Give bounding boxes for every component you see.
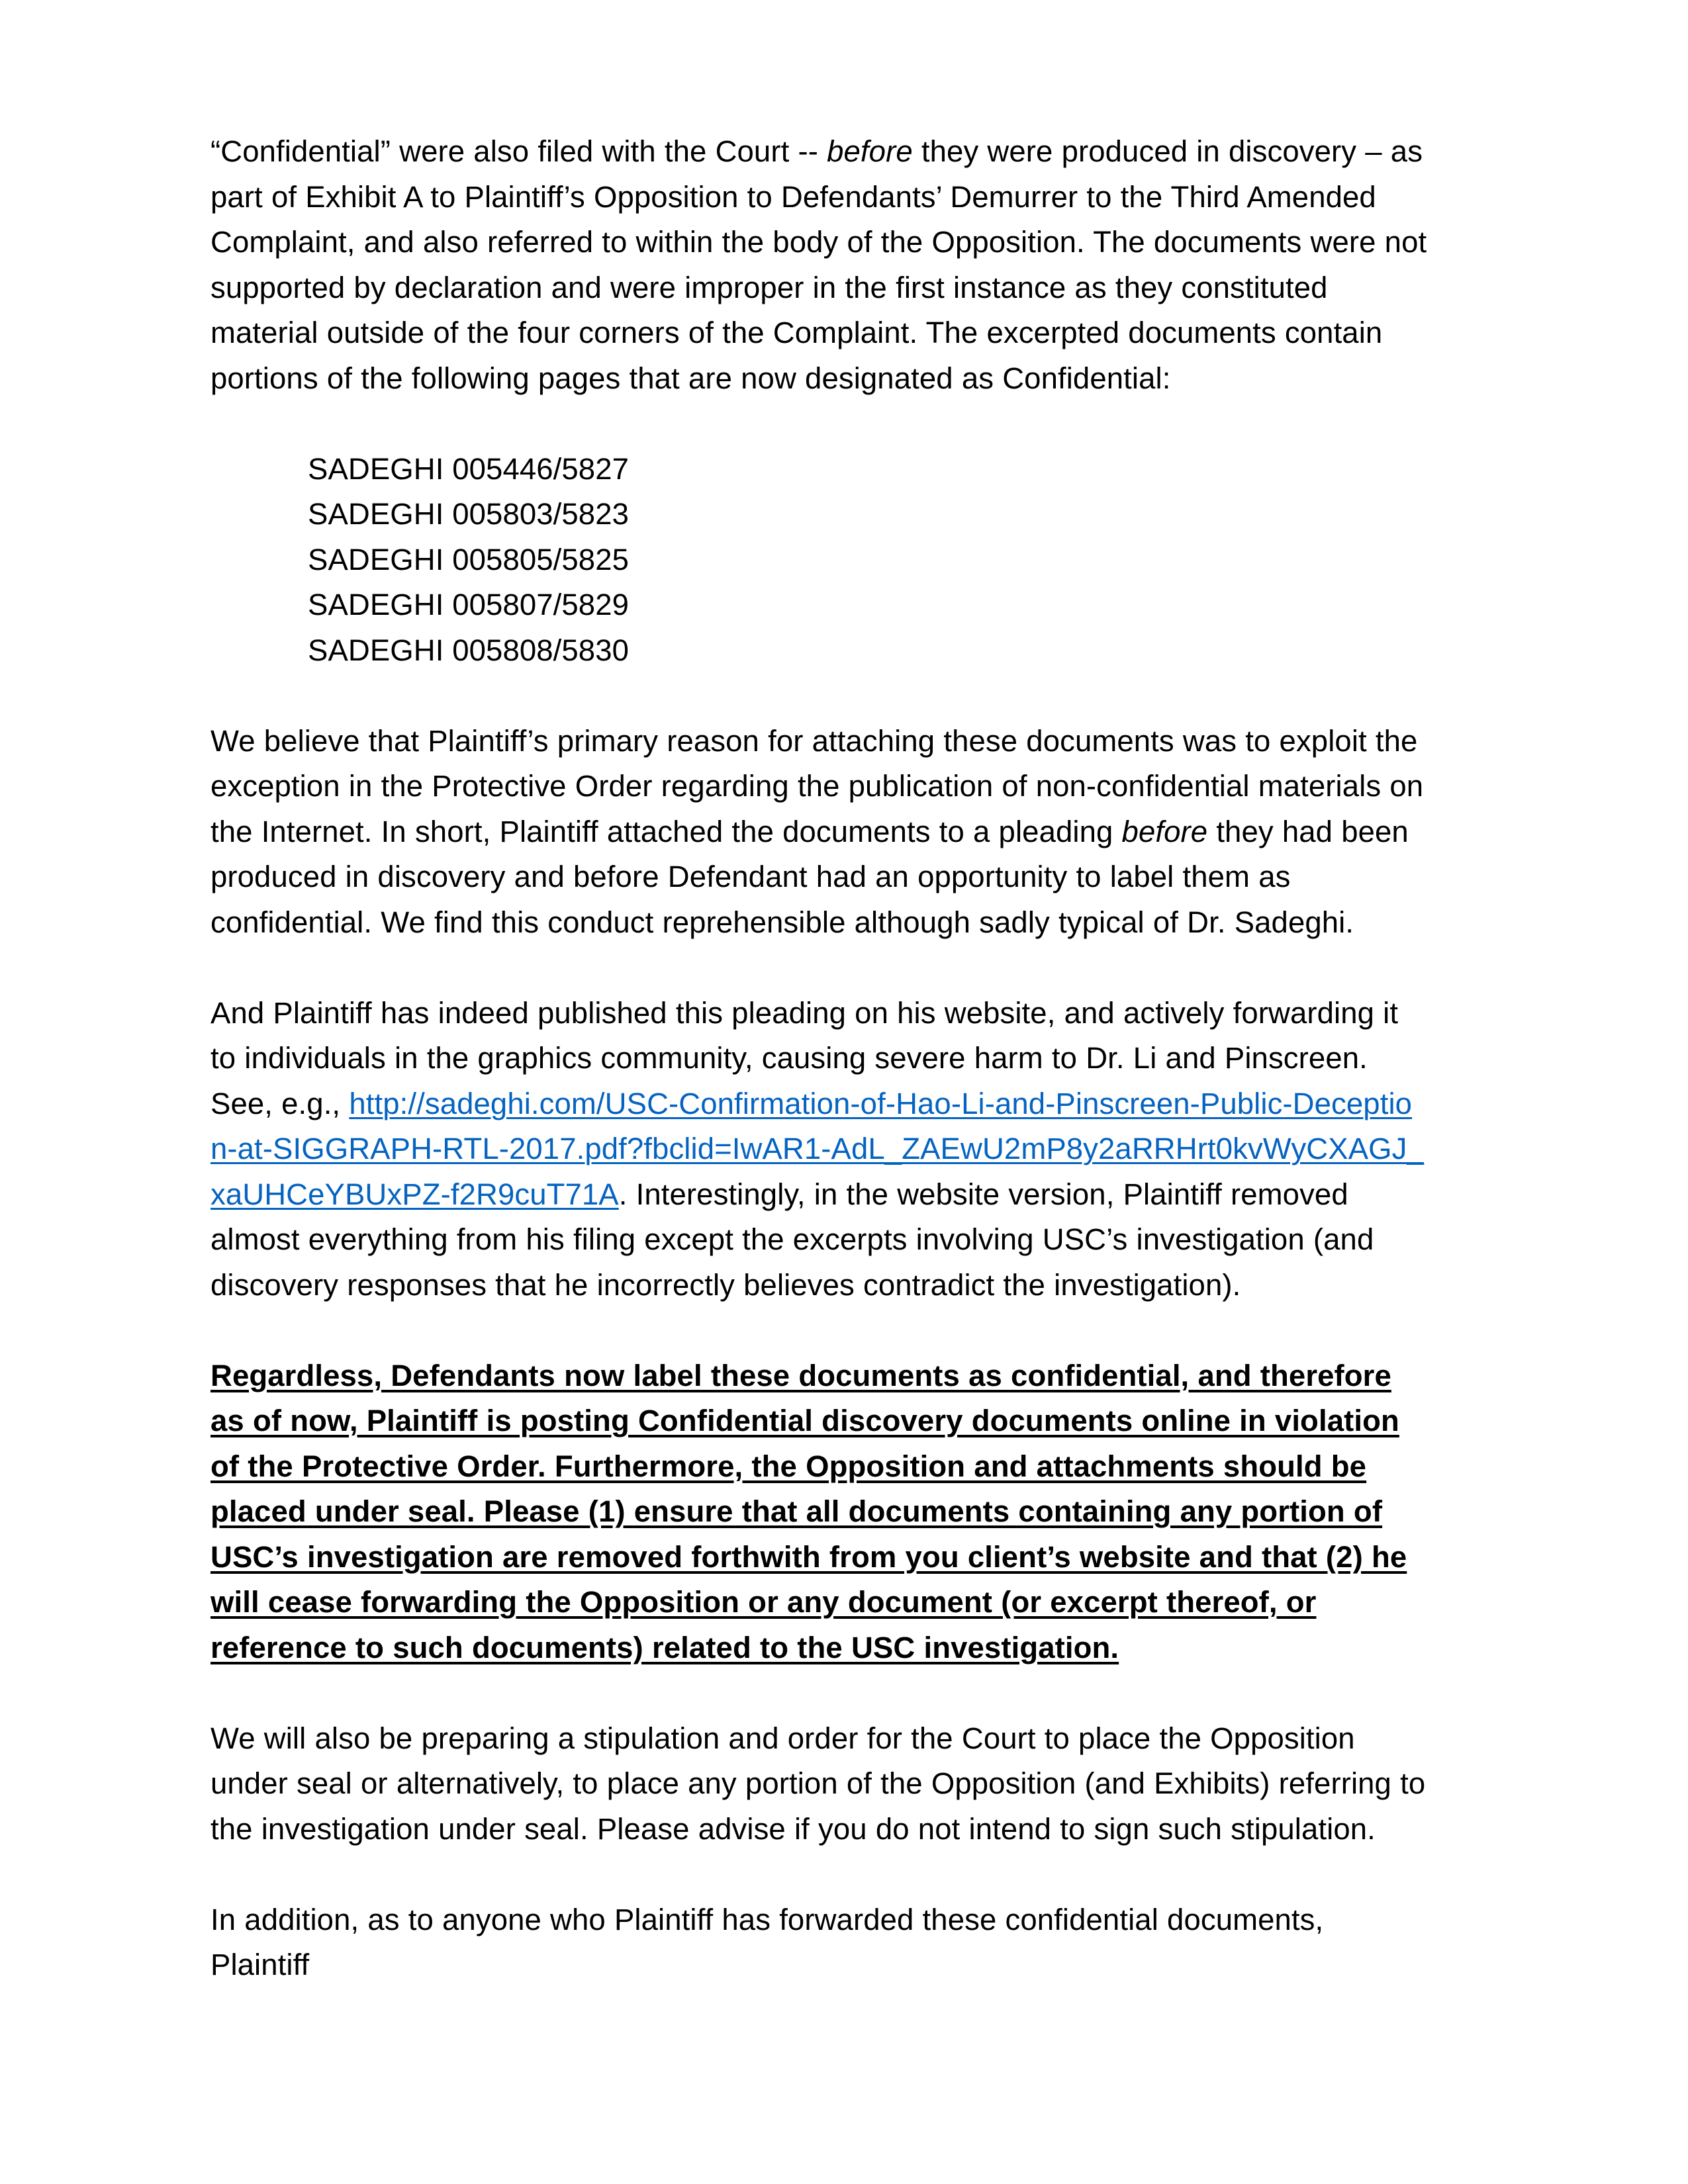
list-item: SADEGHI 005807/5829 xyxy=(308,588,630,621)
list-item: SADEGHI 005446/5827 xyxy=(308,451,630,486)
paragraph-stipulation: We will also be preparing a stipulation and order for the Court to place the Opposition under seal or alternatively, to place any portion of the Opposition (and Exhibits) referring to the investigation under seal. Please advise if you do not intend to sign such stipulation. xyxy=(211,1721,1426,1846)
spacer-after-paragraph-1 xyxy=(211,401,1429,447)
paragraph-in-addition: In addition, as to anyone who Plaintiff has forwarded these confidential documents, Plaintiff xyxy=(211,1902,1324,1981)
bates-number-list xyxy=(211,447,1429,674)
spacer-after-paragraph-5 xyxy=(211,1852,1429,1897)
paragraph-1-emphasis-before: before xyxy=(827,134,913,168)
document-body xyxy=(211,129,1429,1988)
spacer-after-bates-list xyxy=(211,673,1429,719)
paragraph-2-segment-2: they had been produced in discovery and before Defendant had an opportunity to label them as confidential. We find this conduct reprehensible although sadly typical of Dr. Sadeghi. xyxy=(211,814,1409,939)
paragraph-1-segment-1: “Confidential” were also filed with the Court -- xyxy=(211,134,827,168)
paragraph-2-segment-1: We believe that Plaintiff’s primary reason for attaching these documents was to exploit the exception in the Protective Order regarding the publication of non-confidential materials on the Internet. In short, Plaintiff attached the documents to a pleading xyxy=(211,723,1424,848)
list-item: SADEGHI 005805/5825 xyxy=(308,542,630,576)
list-item: SADEGHI 005808/5830 xyxy=(308,633,630,667)
spacer-after-paragraph-3 xyxy=(211,1308,1429,1353)
spacer-after-paragraph-2 xyxy=(211,945,1429,991)
sadeghi-pdf-hyperlink[interactable]: http://sadeghi.com/USC-Confirmation-of-Hao-Li-and-Pinscreen-Public-Deception-at-SIGGRAPH-RTL-2017.pdf?fbclid=IwAR1-AdL_ZAEwU2mP8y2aRRHrt0kvWyCXAGJ_xaUHCeYBUxPZ-f2R9cuT71A xyxy=(211,1086,1424,1211)
paragraph-2-emphasis-before: before xyxy=(1121,814,1208,848)
emphasized-demand-text: Regardless, Defendants now label these documents as confidential, and therefore as of now, Plaintiff is posting Confidential discovery documents online in violation of the Protective Order. Furthermore, the Opposition and attachments should be placed under seal. Please (1) ensure that all documents containing any portion of USC’s investigation are removed forthwith from you client’s website and that (2) he will cease forwarding the Opposition or any document (or excerpt thereof, or reference to such documents) related to the USC investigation. xyxy=(211,1358,1407,1664)
list-item: SADEGHI 005803/5823 xyxy=(308,497,630,531)
paragraph-3-segment-1: And Plaintiff has indeed published this pleading on his website, and actively forwarding it to individuals in the graphics community, causing severe harm to Dr. Li and Pinscreen. See, e.g., xyxy=(211,995,1399,1120)
paragraph-3-segment-2: . Interestingly, in the website version, Plaintiff removed almost everything from his filing except the excerpts involving USC’s investigation (and discovery responses that he incorrectly believes contradict the investigation). xyxy=(211,1177,1374,1302)
paragraph-published-on-website xyxy=(211,991,1429,1308)
paragraph-primary-reason xyxy=(211,719,1429,946)
paragraph-1-segment-2: they were produced in discovery – as part of Exhibit A to Plaintiff’s Opposition to Defendants’ Demurrer to the Third Amended Complaint, and also referred to within the body of the Opposition. The documents were not supported by declaration and were improper in the first instance as they constituted material outside of the four corners of the Complaint. The excerpted documents contain portions of the following pages that are now designated as Confidential: xyxy=(211,134,1427,395)
paragraph-demand-emphasized xyxy=(211,1353,1429,1671)
paragraph-confidential-filings xyxy=(211,129,1429,401)
spacer-after-paragraph-4 xyxy=(211,1670,1429,1716)
